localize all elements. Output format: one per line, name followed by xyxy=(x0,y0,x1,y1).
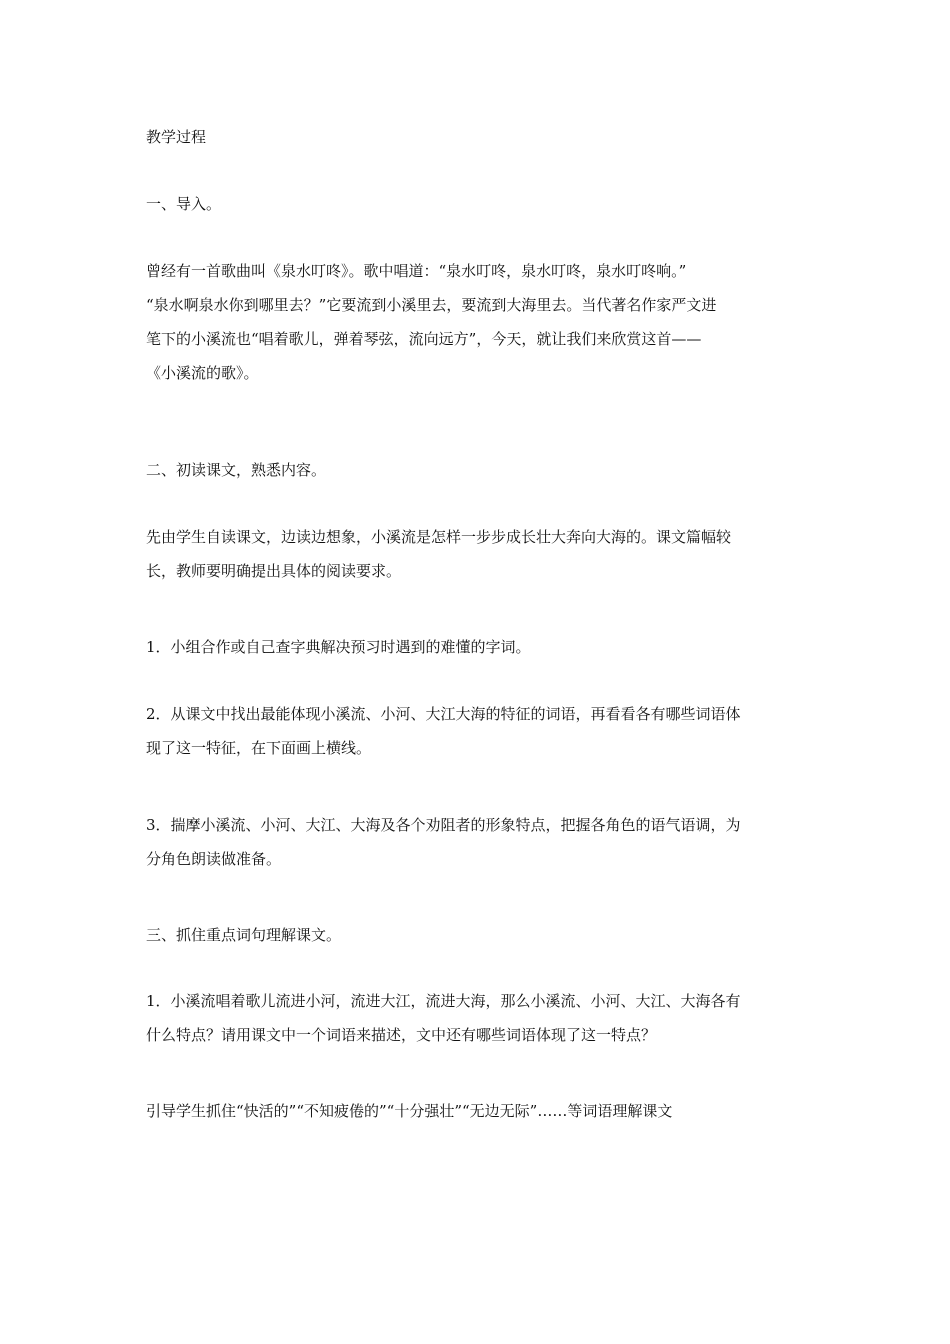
paragraph-line: 先由学生自读课文，边读边想象，小溪流是怎样一步步成长壮大奔向大海的。课文篇幅较 xyxy=(146,528,732,546)
paragraph-line: “泉水啊泉水你到哪里去？”它要流到小溪里去，要流到大海里去。当代著名作家严文进 xyxy=(146,296,717,314)
list-item-1 xyxy=(146,630,810,664)
paragraph-line: 什么特点？请用课文中一个词语来描述，文中还有哪些词语体现了这一特点？ xyxy=(146,1026,657,1044)
paragraph-line: 1．小溪流唱着歌儿流进小河，流进大江，流进大海，那么小溪流、小河、大江、大海各有 xyxy=(146,992,741,1010)
paragraph-line: 《小溪流的歌》。 xyxy=(146,364,259,382)
list-item-2 xyxy=(146,697,810,765)
section-heading-intro: 一、导入。 xyxy=(146,195,222,213)
paragraph-line: 3．揣摩小溪流、小河、大江、大海及各个劝阻者的形象特点，把握各角色的语气语调，为 xyxy=(146,816,741,834)
paragraph-reading-requirements xyxy=(146,520,810,588)
list-item-key-1 xyxy=(146,984,810,1052)
paragraph-line: 曾经有一首歌曲叫《泉水叮咚》。歌中唱道：“泉水叮咚，泉水叮咚，泉水叮咚响。” xyxy=(146,262,687,280)
paragraph-line: 分角色朗读做准备。 xyxy=(146,850,282,868)
paragraph-intro xyxy=(146,254,810,390)
paragraph-line: 引导学生抓住“快活的”“不知疲倦的”“十分强壮”“无边无际”……等词语理解课文 xyxy=(146,1102,673,1120)
paragraph-line: 1．小组合作或自己查字典解决预习时遇到的难懂的字词。 xyxy=(146,638,531,656)
section-heading-first-reading: 二、初读课文，熟悉内容。 xyxy=(146,461,327,479)
paragraph-line: 2．从课文中找出最能体现小溪流、小河、大江大海的特征的词语，再看看各有哪些词语体 xyxy=(146,705,741,723)
list-item-3 xyxy=(146,808,810,876)
paragraph-line: 笔下的小溪流也“唱着歌儿，弹着琴弦，流向远方”，今天，就让我们来欣赏这首—— xyxy=(146,330,702,348)
document-title: 教学过程 xyxy=(146,128,207,146)
paragraph-line: 长，教师要明确提出具体的阅读要求。 xyxy=(146,562,402,580)
paragraph-line: 现了这一特征，在下面画上横线。 xyxy=(146,739,372,757)
section-heading-key-sentences: 三、抓住重点词句理解课文。 xyxy=(146,926,342,944)
paragraph-guide xyxy=(146,1094,810,1128)
